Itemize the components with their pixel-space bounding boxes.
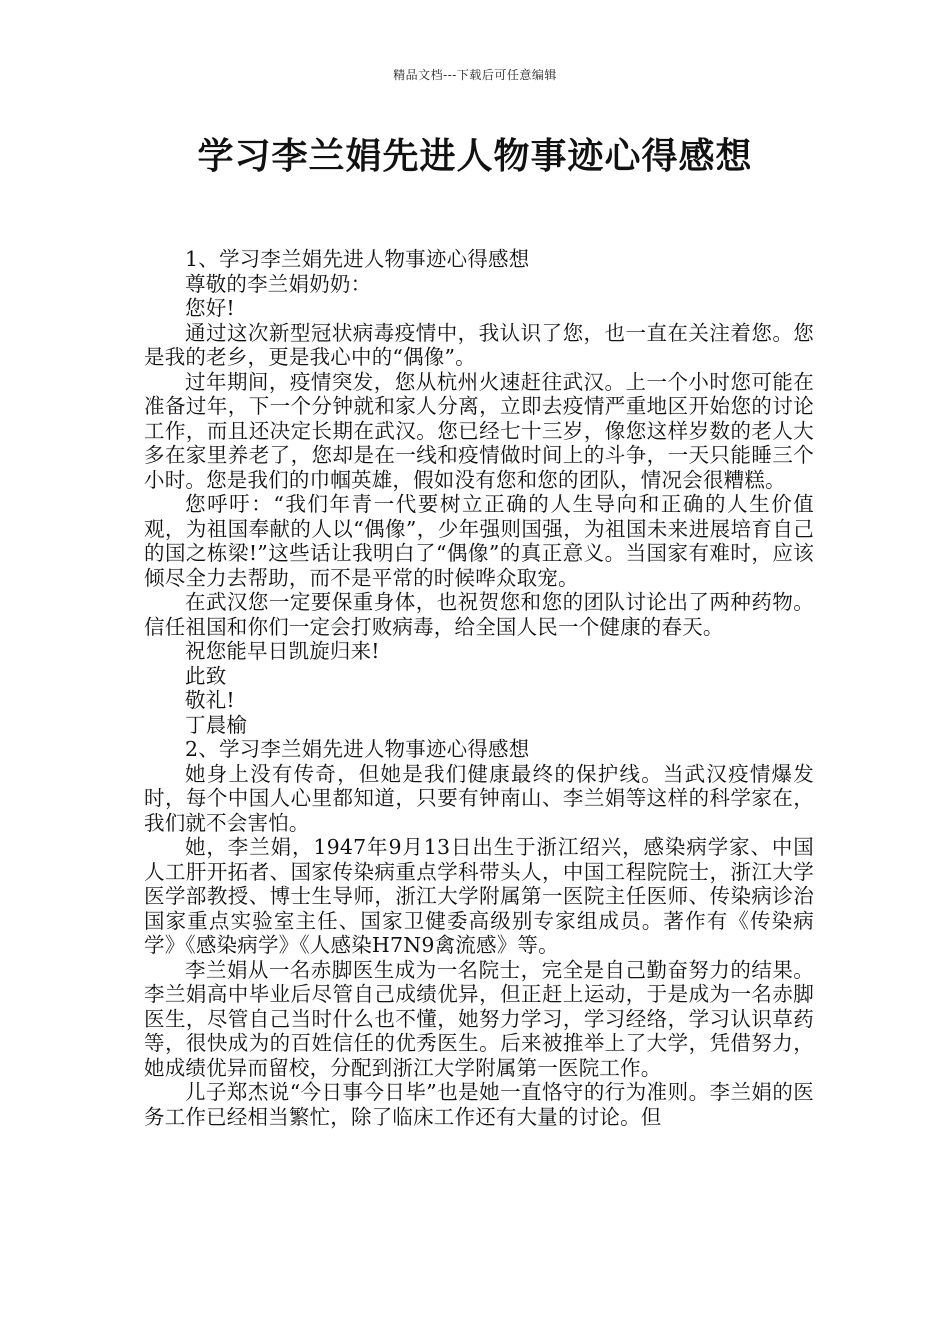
paragraph-section-heading: 2、学习李兰娟先进人物事迹心得感想 [185, 737, 530, 761]
paragraph: 通过这次新型冠状病毒疫情中，我认识了您，也一直在关注着您。您是我的老乡，更是我心中的“偶像”。 [144, 320, 814, 369]
paragraph: 李兰娟从一名赤脚医生成为一名院士，完全是自己勤奋努力的结果。李兰娟高中毕业后尽管自己成绩优异，但正赶上运动，于是成为一名赤脚医生，尽管自己当时什么也不懂，她努力学习，学习经络，学习认识草药等，很快成为的百姓信任的优秀医生。后来被推举上了大学，凭借努力，她成绩优异而留校，分配到浙江大学附属第一医院工作。 [144, 957, 814, 1080]
paragraph-closing: 祝您能早日凯旋归来! [185, 639, 380, 663]
paragraph: 在武汉您一定要保重身体，也祝贺您和您的团队讨论出了两种药物。信任祖国和你们一定会打败病毒，给全国人民一个健康的春天。 [144, 590, 814, 639]
paragraph-section-heading: 1、学习李兰娟先进人物事迹心得感想 [185, 247, 530, 271]
paragraph: 她，李兰娟，1947年9月13日出生于浙江绍兴，感染病学家、中国人工肝开拓者、国家传染病重点学科带头人，中国工程院院士，浙江大学医学部教授、博士生导师，浙江大学附属第一医院主任医师、传染病诊治国家重点实验室主任、国家卫健委高级别专家组成员。著作有《传染病学》《感染病学》《人感染H7N9禽流感》等。 [144, 835, 814, 957]
paragraph-salutation: 尊敬的李兰娟奶奶： [185, 271, 372, 296]
document-body [144, 247, 814, 1129]
paragraph-closing: 此致 [185, 663, 227, 688]
paragraph-signature: 丁晨榆 [185, 712, 248, 737]
paragraph: 她身上没有传奇，但她是我们健康最终的保护线。当武汉疫情爆发时，每个中国人心里都知道，只要有钟南山、李兰娟等这样的科学家在，我们就不会害怕。 [144, 761, 814, 835]
paragraph: 儿子郑杰说“今日事今日毕”也是她一直恪守的行为准则。李兰娟的医务工作已经相当繁忙，除了临床工作还有大量的讨论。但 [144, 1080, 814, 1129]
header-note: 精品文档---下载后可任意编辑 [393, 68, 557, 82]
paragraph-greeting: 您好! [185, 296, 235, 320]
paragraph-closing: 敬礼! [185, 688, 235, 712]
document-title: 学习李兰娟先进人物事迹心得感想 [197, 136, 753, 177]
paragraph: 您呼吁：“我们年青一代要树立正确的人生导向和正确的人生价值观，为祖国奉献的人以“偶像”，少年强则国强，为祖国未来进展培育自己的国之栋梁!”这些话让我明白了“偶像”的真正意义。当国家有难时，应该倾尽全力去帮助，而不是平常的时候哗众取宠。 [144, 492, 814, 590]
paragraph: 过年期间，疫情突发，您从杭州火速赶往武汉。上一个小时您可能在准备过年，下一个分钟就和家人分离，立即去疫情严重地区开始您的讨论工作，而且还决定长期在武汉。您已经七十三岁，像您这样岁数的老人大多在家里养老了，您却是在一线和疫情做时间上的斗争，一天只能睡三个小时。您是我们的巾帼英雄，假如没有您和您的团队，情况会很糟糕。 [144, 369, 814, 492]
